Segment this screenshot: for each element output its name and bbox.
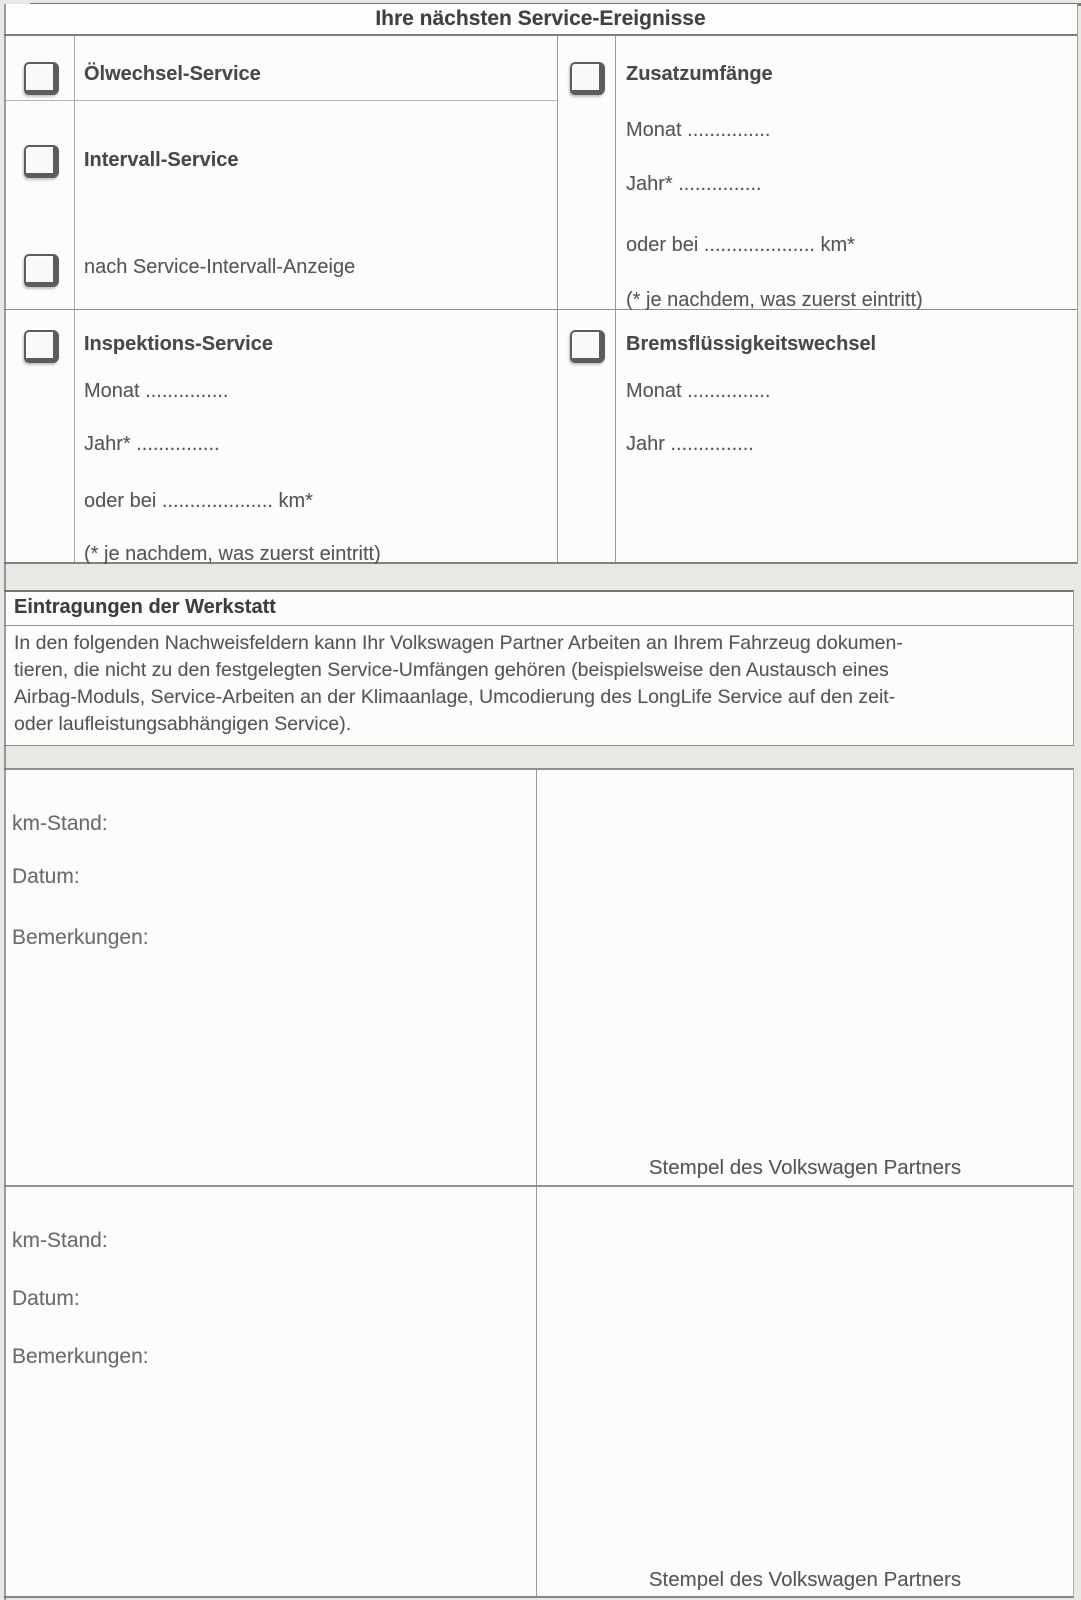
werkstatt-paragraph-line: In den folgenden Nachweisfeldern kann Ihr Volkswagen Partner Arbeiten an Ihrem Fahrzeug dokumen- (14, 632, 903, 654)
zusatz-hinweis: (* je nachdem, was zuerst eintritt) (626, 289, 923, 311)
stempel-label: Stempel des Volkswagen Partners (648, 1568, 962, 1591)
divider (74, 36, 75, 562)
label-bremsfluessigkeitswechsel: Bremsflüssigkeitswechsel (626, 333, 877, 355)
zusatz-monat-field: Monat ............... (626, 119, 771, 141)
checkbox-oelwechsel-service[interactable] (24, 62, 59, 95)
inspektion-hinweis: (* je nachdem, was zuerst eintritt) (84, 543, 381, 565)
service-events-body (4, 36, 1077, 564)
divider (4, 625, 1073, 626)
divider (557, 36, 558, 562)
checkbox-intervall-service[interactable] (24, 145, 59, 178)
divider (4, 100, 557, 101)
bemerkungen-label: Bemerkungen: (12, 926, 149, 949)
datum-label: Datum: (12, 1287, 80, 1310)
checkbox-bremsfluessigkeitswechsel[interactable] (570, 330, 605, 363)
label-service-intervall-anzeige: nach Service-Intervall-Anzeige (84, 256, 356, 278)
divider (4, 1185, 1073, 1187)
divider (536, 770, 537, 1596)
brems-jahr-field: Jahr ............... (626, 433, 754, 455)
werkstatt-paragraph-line: tieren, die nicht zu den festgelegten Service-Umfängen gehören (beispielsweise den Austausch eines (14, 659, 889, 681)
werkstatt-paragraph-line: oder laufleistungsabhängigen Service). (14, 713, 352, 735)
label-oelwechsel-service: Ölwechsel-Service (84, 63, 261, 85)
werkstatt-paragraph-line: Airbag-Moduls, Service-Arbeiten an der Klimaanlage, Umcodierung des LongLife Service auf den zeit- (14, 686, 896, 708)
inspektion-monat-field: Monat ............... (84, 380, 229, 402)
checkbox-inspektions-service[interactable] (24, 330, 59, 363)
label-intervall-service: Intervall-Service (84, 149, 239, 171)
checkbox-zusatzumfaenge[interactable] (570, 62, 605, 95)
service-events-title: Ihre nächsten Service-Ereignisse (4, 4, 1077, 36)
brems-monat-field: Monat ............... (626, 380, 771, 402)
label-inspektions-service: Inspektions-Service (84, 333, 273, 355)
label-zusatzumfaenge: Zusatzumfänge (626, 63, 773, 85)
km-stand-label: km-Stand: (12, 1229, 108, 1252)
km-stand-label: km-Stand: (12, 812, 108, 835)
inspektion-jahr-field: Jahr* ............... (84, 433, 220, 455)
bemerkungen-label: Bemerkungen: (12, 1345, 149, 1368)
werkstatt-title: Eintragungen der Werkstatt (14, 596, 276, 618)
zusatz-km-field: oder bei .................... km* (626, 234, 855, 256)
page-left-edge (4, 4, 6, 1600)
checkbox-service-intervall-anzeige[interactable] (24, 254, 59, 287)
datum-label: Datum: (12, 865, 80, 888)
inspektion-km-field: oder bei .................... km* (84, 490, 313, 512)
entry-blocks (4, 768, 1074, 1598)
service-events-table (4, 4, 1078, 564)
zusatz-jahr-field: Jahr* ............... (626, 173, 762, 195)
divider (615, 36, 616, 562)
stempel-label: Stempel des Volkswagen Partners (648, 1156, 962, 1179)
werkstatt-section (4, 590, 1074, 746)
